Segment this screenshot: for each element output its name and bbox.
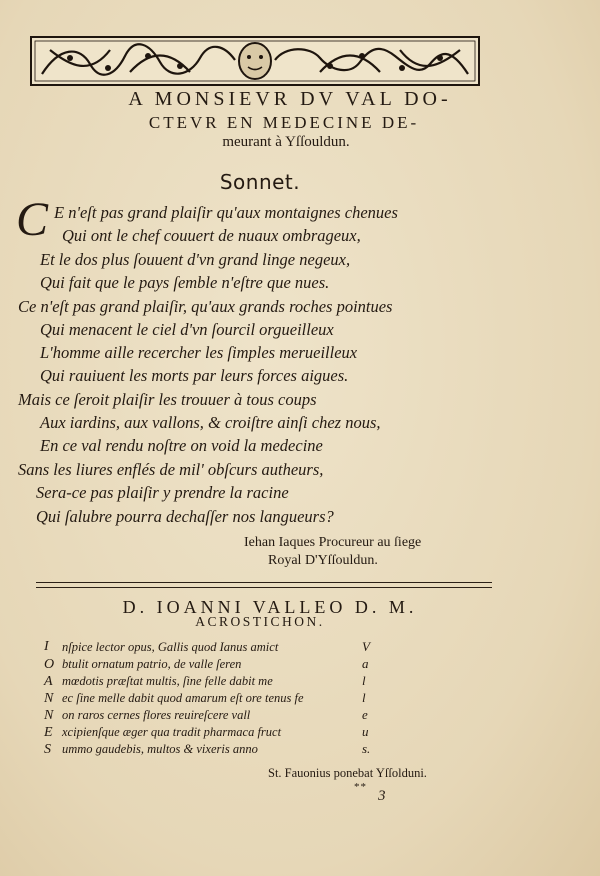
closing-signature: St. Fauonius ponebat Yſſolduni.: [268, 766, 427, 780]
page-number: 3: [378, 788, 386, 804]
dedication-line-3: meurant à Yſſouldun.: [222, 134, 350, 150]
acrostic-terminal: l: [362, 673, 366, 688]
acrostic-terminal: V: [362, 639, 370, 654]
acrostic-line: xcipienſque æger qua tradit pharmaca fruct: [62, 725, 282, 739]
verse-line: E n'eſt pas grand plaiſir qu'aux montaignes chenues: [54, 203, 398, 222]
acrostic-terminal: u: [362, 724, 369, 739]
verse-line: En ce val rendu noſtre on void la medecine: [40, 436, 323, 455]
acrostic-line: on raros cernes flores reuireſcere vall: [62, 708, 251, 722]
verse-line: Qui fait que le pays ſemble n'eſtre que nues.: [40, 273, 330, 292]
verse-line: Qui ſalubre pourra dechaſſer nos langueurs?: [36, 507, 334, 526]
divider-rule: [36, 582, 492, 583]
acrostic-initial: I: [44, 639, 49, 654]
verse-line: Ce n'eſt pas grand plaiſir, qu'aux grands roches pointues: [18, 297, 393, 316]
acrostic-terminal: e: [362, 707, 368, 722]
verse-line: Sans les liures enflés de mil' obſcurs autheurs,: [18, 460, 324, 479]
verse-line: L'homme aille recercher les ſimples merueilleux: [40, 343, 358, 362]
acrostic-line: btulit ornatum patrio, de valle ſeren: [62, 657, 242, 671]
acrostic-title: D. IOANNI VALLEO D. M.: [122, 597, 418, 617]
acrostic-terminal: a: [362, 656, 369, 671]
signature-line-2: Royal D'Yſſouldun.: [268, 553, 378, 568]
acrostic-line: ec ſine melle dabit quod amarum eſt ore tenus fe: [62, 691, 304, 705]
verse-line: Qui rauiuent les morts par leurs forces aigues.: [40, 366, 349, 385]
acrostic-initial: O: [44, 657, 55, 672]
verse-line: Mais ce ſeroit plaiſir les trouuer à tous coups: [18, 390, 317, 409]
acrostic-initial: E: [44, 725, 53, 740]
dedication-line-1: A MONSIEVR DV VAL DO-: [128, 88, 452, 110]
acrostic-line: ummo gaudebis, multos & vixeris anno: [62, 742, 258, 756]
floral-headband-ornament: [30, 36, 480, 86]
verse-line: Sera-ce pas plaiſir y prendre la racine: [36, 483, 289, 502]
acrostic-initial: S: [44, 742, 51, 757]
acrostic-subtitle: ACROSTICHON.: [195, 614, 325, 629]
acrostic-initial: N: [44, 691, 54, 706]
acrostic-terminal: s.: [362, 741, 371, 756]
verse-line: Qui ont le chef couuert de nuaux ombrageux,: [62, 226, 361, 245]
acrostic-line: mœdotis præſtat multis, ſine felle dabit me: [62, 674, 273, 688]
acrostic-line: nſpice lector opus, Gallis quod Ianus amict: [62, 640, 279, 654]
dedication-line-2: CTEVR EN MEDECINE DE-: [148, 113, 420, 132]
signature-mark: **: [354, 781, 367, 793]
drop-capital: C: [16, 193, 49, 246]
acrostic-initial: N: [44, 708, 54, 723]
verse-line: Aux iardins, aux vallons, & croiſtre ainſi chez nous,: [40, 413, 381, 432]
acrostic-terminal: l: [362, 690, 366, 705]
sonnet-title: Sonnet.: [219, 170, 301, 194]
signature-line-1: Iehan Iaques Procureur au ſiege: [244, 535, 422, 550]
verse-line: Et le dos plus ſouuent d'vn grand linge negeux,: [40, 250, 351, 269]
verse-line: Qui menacent le ciel d'vn ſourcil orgueilleux: [40, 320, 334, 339]
acrostic-initial: A: [44, 674, 53, 689]
divider-rule: [36, 587, 492, 588]
